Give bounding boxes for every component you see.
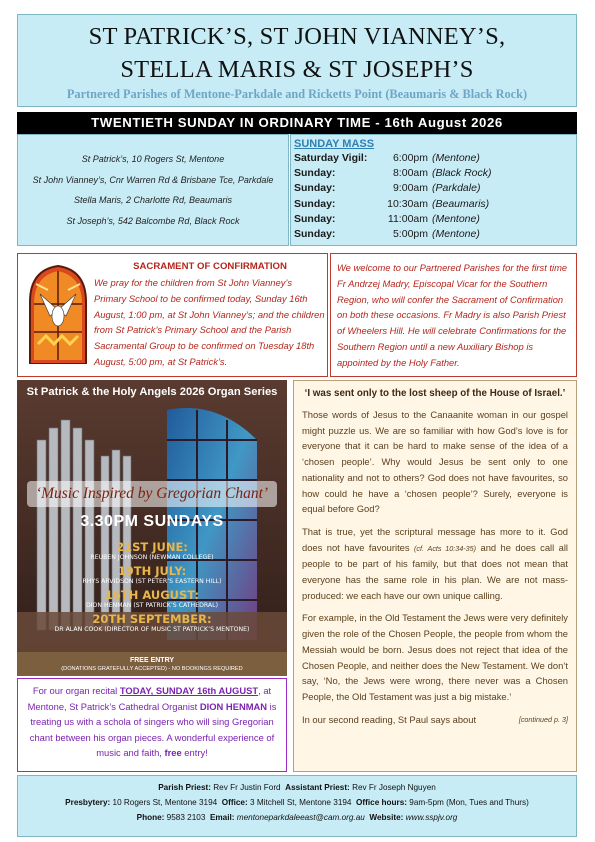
poster-event — [17, 565, 287, 586]
mass-day: Sunday: — [294, 167, 336, 180]
reflection-paragraph: Those words of Jesus to the Canaanite woman in our gospel might puzzle us. We are so familiar with how God’s love is for everyone that it can be hard to make sense of the idea of a ‘chosen people’. Why would Jesus be sent only to one nationality and not to others? God does not have favourites, so how could he have a ‘chosen people’? Surely, everyone is equal before God? — [302, 409, 568, 515]
parish-title-line1: ST PATRICK’S, ST JOHN VIANNEY’S, — [88, 23, 506, 50]
reflection-paragraph — [302, 712, 568, 728]
recital-date: TODAY, SUNDAY 16th AUGUST — [119, 685, 259, 696]
mass-place: (Parkdale) — [432, 182, 481, 195]
poster-sundays: 3.30PM SUNDAYS — [80, 513, 224, 530]
mass-time: 6:00pm — [392, 152, 428, 164]
poster-event-performer: DR ALAN COOK (DIRECTOR OF MUSIC ST PATRICK’S MENTONE) — [54, 626, 250, 633]
parish-subtitle: Partnered Parishes of Mentone-Parkdale and Ricketts Point (Beaumaris & Black Rock) — [66, 87, 528, 101]
mass-day: Saturday Vigil: — [294, 152, 368, 164]
sunday-mass-times — [290, 134, 577, 246]
address-stella-maris: Stella Maris, 2 Charlotte Rd, Beaumaris — [73, 195, 233, 205]
email-label: Email: — [209, 813, 235, 823]
mass-row — [294, 212, 576, 227]
confirmation-notice — [17, 253, 328, 377]
recital-text: is treating us with a schola of singers who will sing Gregorian chant between his organ pieces. A wonderful experience of music and faith, — [29, 700, 277, 759]
reflection-text: That is true, yet the scriptural message has more to it. God does not have favourites — [302, 525, 568, 553]
address-st-josephs: St Joseph’s, 542 Balcombe Rd, Black Rock — [66, 215, 240, 226]
office-address: 3 Mitchell St, Mentone 3194 — [249, 798, 352, 808]
mass-row — [294, 151, 576, 166]
presbytery-label: Presbytery: — [65, 798, 111, 808]
mass-row — [294, 181, 576, 196]
liturgical-date-banner: TWENTIETH SUNDAY IN ORDINARY TIME - 16th August 2026 — [17, 112, 577, 134]
reflection-title: ‘I was sent only to the lost sheep of the House of Israel.’ — [304, 388, 566, 399]
mass-place: (Mentone) — [432, 152, 480, 164]
confirmation-body: We pray for the children from St John Vianney’s Primary School to be confirmed today, Sunday 16th August, 1:00 pm, at St John Vianney’s; and the children from St Patrick’s Primary School and the Parish Sacramental Group to be confirmed on Tuesday 18th August, 5:00 pm, at St Patrick’s. — [94, 277, 325, 367]
mass-day: Sunday: — [294, 197, 336, 210]
gospel-reflection — [293, 380, 577, 772]
footer-line-addresses — [18, 795, 576, 810]
recital-free: free — [164, 747, 182, 759]
mass-day: Sunday: — [294, 182, 336, 195]
poster-event-performer: RHYS ARVIDSON (ST PETER’S EASTERN HILL) — [82, 578, 222, 585]
organ-recital-notice — [17, 678, 287, 772]
mass-time: 11:00am — [387, 212, 428, 225]
parish-title-line2: STELLA MARIS & ST JOSEPH’S — [120, 56, 474, 83]
continued-link[interactable]: [continued p. 3] — [518, 714, 568, 724]
phone-number: 9583 2103 — [166, 813, 206, 823]
masthead — [17, 14, 577, 107]
confirmation-heading: SACRAMENT OF CONFIRMATION — [133, 261, 287, 272]
footer-line-clergy — [18, 780, 576, 795]
poster-event-performer: REUBEN JOHNSON (NEWMAN COLLEGE) — [90, 554, 214, 561]
mass-time: 5:00pm — [392, 227, 428, 240]
donations-note: (DONATIONS GRATEFULLY ACCEPTED) - NO BOOKINGS REQUIRED — [61, 666, 243, 672]
address-st-patricks: St Patrick’s, 10 Rogers St, Mentone — [81, 154, 225, 164]
assistant-priest-label: Assistant Priest: — [285, 783, 350, 792]
poster-free-entry — [17, 657, 287, 673]
poster-event-performer: DION HENMAN (ST PATRICK’S CATHEDRAL) — [85, 602, 219, 609]
reflection-text: In our second reading, St Paul says about — [302, 713, 477, 725]
poster-script-title: ‘Music Inspired by Gregorian Chant’ — [27, 481, 277, 507]
poster-event-date: 20TH SEPTEMBER: — [92, 612, 212, 626]
presbytery-address: 10 Rogers St, Mentone 3194 — [112, 798, 218, 808]
church-addresses — [17, 134, 289, 246]
poster-event-date: 19TH JULY: — [117, 564, 187, 578]
parish-priest-label: Parish Priest: — [158, 783, 211, 792]
recital-text: , at Mentone, St Patrick’s Cathedral Organist — [27, 685, 272, 712]
mass-row — [294, 227, 576, 242]
address-st-john-vianneys: St John Vianney’s, Cnr Warren Rd & Brisbane Tce, Parkdale — [32, 174, 274, 185]
free-entry-label: FREE ENTRY — [129, 657, 175, 664]
mass-heading: SUNDAY MASS — [294, 138, 375, 150]
mass-time: 8:00am — [392, 167, 428, 180]
office-hours-label: Office hours: — [356, 798, 407, 808]
recital-organist: DION HENMAN — [199, 700, 268, 712]
phone-label: Phone: — [136, 813, 165, 823]
mass-time: 10:30am — [387, 197, 428, 210]
email-link[interactable]: mentoneparkdaleeast@cam.org.au — [236, 813, 365, 823]
footer-line-contact — [18, 810, 576, 825]
office-label: Office: — [221, 798, 248, 808]
website-label: Website: — [369, 813, 404, 823]
mass-day: Sunday: — [294, 212, 336, 225]
website-link[interactable]: www.sspjv.org — [405, 813, 458, 823]
office-hours: 9am-5pm (Mon, Tues and Thurs) — [409, 798, 529, 808]
parish-priest: Rev Fr Justin Ford — [213, 783, 281, 792]
assistant-priest: Rev Fr Joseph Nguyen — [352, 783, 436, 792]
mass-place: (Mentone) — [432, 212, 480, 225]
mass-place: (Beaumaris) — [432, 197, 490, 210]
mass-day: Sunday: — [294, 227, 336, 240]
poster-event-date: 16TH AUGUST: — [104, 588, 200, 602]
reflection-text: and he does call all people to be part of his family, but that does not mean that everyone has the same role in his plan. We are not mass-produced: we each have our own unique calling. — [302, 541, 568, 601]
poster-event — [17, 589, 287, 610]
reflection-paragraph — [302, 524, 568, 604]
mass-place: (Mentone) — [432, 227, 480, 240]
poster-event-date: 21ST JUNE: — [116, 540, 188, 554]
holy-spirit-window-icon — [26, 264, 90, 364]
recital-text: For our organ recital — [32, 685, 120, 696]
welcome-notice: We welcome to our Partnered Parishes for the first time Fr Andrzej Madry, Episcopal Vicar for the Southern Region, who will confer the Sacrament of Confirmation on both these occasions. Fr Madry is also Parish Priest of Wheelers Hill. He will celebrate Confirmations for the Southern Region until a new Auxiliary Bishop is appointed by the Holy Father. — [330, 253, 577, 377]
scripture-reference: (cf. Acts 10:34-35) — [414, 543, 477, 553]
recital-text: entry! — [181, 747, 208, 759]
mass-row — [294, 197, 576, 212]
organ-series-poster — [17, 380, 287, 676]
reflection-paragraph: For example, in the Old Testament the Jews were very definitely given the role of the Chosen People, the people from whom the Messiah would be born. Jesus does not reject that idea of the Chosen People, and neither does the New Testament. We don’t say, ‘No, the Jews were wrong, there never was a Chosen People, the Old Testament was just a big mistake.’ — [302, 612, 568, 702]
poster-event — [17, 613, 287, 634]
poster-title: St Patrick & the Holy Angels 2026 Organ Series — [26, 386, 278, 398]
mass-row — [294, 166, 576, 181]
parish-contact-footer — [17, 775, 577, 837]
mass-place: (Black Rock) — [432, 167, 492, 180]
poster-event — [17, 541, 287, 562]
mass-time: 9:00am — [392, 182, 428, 195]
